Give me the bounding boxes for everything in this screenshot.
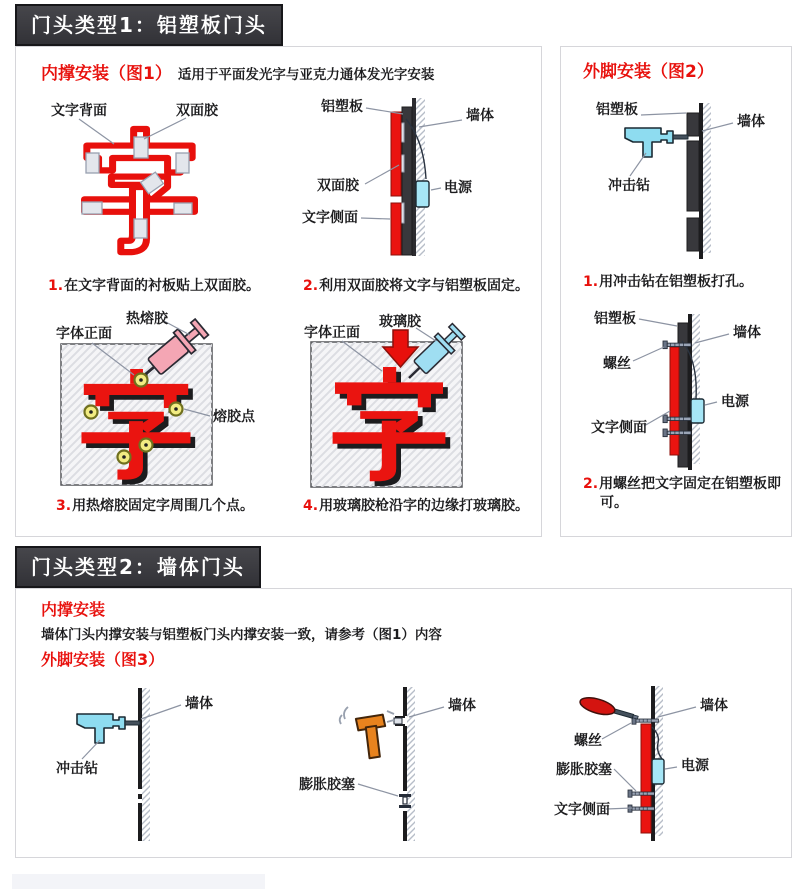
drill-icon [625,128,688,157]
label-alu-board: 铝塑板 [321,99,363,115]
section2-title-bar [15,546,261,588]
power-box [416,181,429,207]
text-side-bar [641,724,651,833]
section1-title-bar [15,4,283,46]
leader-line [633,347,664,361]
wall-hatch [703,103,711,253]
wall-hatch [407,687,415,841]
leader-line [602,723,631,739]
glue-dot [135,374,148,387]
wall-inner-heading: 内撑安装 [41,600,106,619]
label-wall: 墙体 [733,325,761,341]
wall-inner-note-row [41,623,442,643]
label-double-tape: 双面胶 [317,178,359,194]
diagram-fig3-drill-wall [31,677,271,849]
wall-outer-heading: 外脚安装（图3） [41,650,165,669]
label-impact-drill: 冲击钻 [56,761,98,777]
step-number: 2. [583,476,599,492]
leader-line [639,319,677,326]
inner-mount-heading-row [41,59,434,84]
label-glass-glue: 玻璃胶 [379,314,421,330]
glue-dot [140,439,153,452]
power-box [691,399,704,423]
inner-mount-heading: 内撑安装（图1） [41,64,172,84]
wall-inner-heading-row [41,597,105,620]
label-power: 电源 [444,180,472,196]
diagram-fig3-screw-wall [524,677,786,849]
screwdriver-icon [578,694,640,724]
leader-line [630,153,646,176]
panel-wall-type [15,588,792,858]
label-text-side: 文字侧面 [591,420,647,436]
plug-icon [394,718,402,724]
leader-line [79,119,114,144]
wall-hatch [142,688,150,841]
label-wall: 墙体 [448,698,476,714]
leader-line [614,769,636,791]
drill-icon [77,714,140,743]
leader-line [82,740,100,759]
wall-line [138,688,142,841]
panel-inner-mount [15,46,542,537]
label-wall: 墙体 [466,108,494,124]
label-wall: 墙体 [185,696,213,712]
leader-line [695,334,729,343]
label-expansion-plug: 膨胀胶塞 [556,762,612,778]
section2-title: 门头类型2：墙体门头 [31,555,245,579]
caption-step4 [303,495,529,515]
wall-line [699,103,703,259]
wall-hatch [416,98,425,256]
text-side-bar [391,203,401,255]
leader-line [658,707,696,717]
caption-step1 [48,275,260,295]
wall-outer-heading-row [41,647,164,670]
step-text: 用螺丝把文字固定在铝塑板即可。 [599,476,782,511]
label-glue-dot: 熔胶点 [213,409,255,425]
hammer-icon [351,711,387,760]
wall-inner-note: 墙体门头内撑安装与铝塑板门头内撑安装一致，请参考（图1）内容 [41,627,442,643]
leader-line [358,784,398,796]
step-text: 用热熔胶固定字周围几个点。 [72,498,255,514]
step-number: 2. [303,278,319,294]
step-number: 3. [56,498,72,514]
wall-line [688,314,692,470]
outer-mount-heading: 外脚安装（图2） [583,62,714,82]
label-text-side: 文字侧面 [554,802,610,818]
motion-marks [387,711,394,722]
leader-line [144,118,186,139]
outer-mount-heading-row [583,57,714,82]
label-wall: 墙体 [700,698,728,714]
diagram-fig2-step2-screw [571,299,783,471]
label-double-tape: 双面胶 [176,103,218,119]
diagram-step3-hot-glue [34,299,284,491]
section1-title: 门头类型1：铝塑板门头 [31,13,267,37]
panel-outer-mount [560,46,792,537]
step-text: 在文字背面的衬板贴上双面胶。 [64,278,261,294]
label-hot-glue: 热熔胶 [126,311,168,327]
text-side-bar [391,112,401,196]
wall-line [412,98,416,256]
leader-line [641,113,686,115]
caption-step2 [303,275,529,295]
caption-fig2-step1 [583,271,753,291]
label-char-front: 字体正面 [56,326,112,342]
wall-line [403,687,407,841]
glue-dot [85,406,98,419]
leader-line [431,188,441,190]
label-power: 电源 [681,758,709,774]
step-number: 1. [48,278,64,294]
diagram-step4-glass-glue [294,299,539,491]
glue-dot [170,403,183,416]
label-impact-drill: 冲击钻 [608,178,650,194]
caption-fig2-step2 [583,475,786,513]
inner-mount-note: 适用于平面发光字与亚克力通体发光字安装 [177,67,435,83]
leader-line [419,120,462,127]
motion-marks [340,707,348,724]
power-box [652,759,664,784]
diagram-step2-fix-to-board [294,87,539,275]
step-number: 1. [583,274,599,290]
label-power: 电源 [721,394,749,410]
label-screw: 螺丝 [574,733,602,749]
label-text-side: 文字侧面 [302,210,358,226]
label-wall: 墙体 [737,114,765,130]
step-text: 用冲击钻在铝塑板打孔。 [599,274,754,290]
label-screw: 螺丝 [603,356,631,372]
label-text-back: 文字背面 [51,103,107,119]
partial-next-section-bar [12,874,265,889]
leader-line [366,108,403,114]
diagram-fig2-step1-drill [571,91,783,263]
leader-line [361,218,390,219]
diagram-fig3-hammer-plug [278,677,518,849]
caption-step3 [56,495,254,515]
text-side-bar [670,347,679,455]
step-text: 用玻璃胶枪沿字的边缘打玻璃胶。 [319,498,530,514]
label-alu-board: 铝塑板 [594,311,636,327]
diagram-step1-tape-on-back [34,87,284,275]
leader-line [665,767,677,769]
step-number: 4. [303,498,319,514]
label-expansion-plug: 膨胀胶塞 [299,777,355,793]
glue-dot [118,451,131,464]
label-char-front: 字体正面 [304,325,360,341]
step-text: 利用双面胶将文字与铝塑板固定。 [319,278,530,294]
alu-board [687,113,699,251]
leader-line [705,402,717,405]
label-alu-board: 铝塑板 [596,102,638,118]
